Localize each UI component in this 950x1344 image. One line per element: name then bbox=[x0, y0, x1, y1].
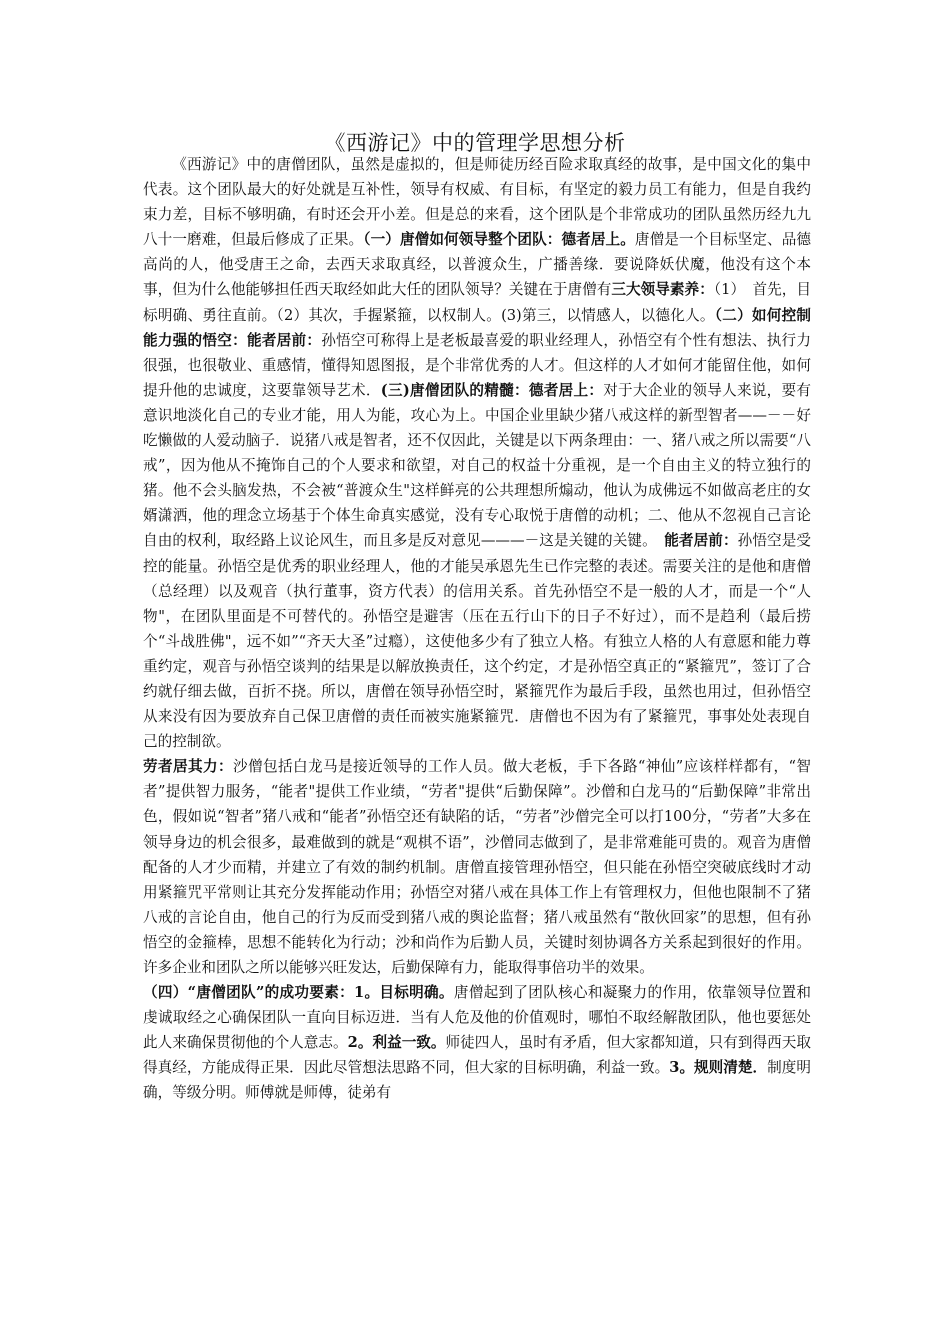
paragraph-text: 唐僧是一个目标坚定、品德高尚的人，他受唐王之命，去西天求取真经，以普渡众生，广播善缘．要说降妖伏魔，他没有这个本事，但为什么他能够担任西天取经如此大任的团队领导？关键在于唐僧有 bbox=[143, 231, 811, 299]
section-heading: 能者居前： bbox=[664, 532, 738, 550]
document-title: 《西游记》中的管理学思想分析 bbox=[324, 131, 626, 155]
paragraph-3 bbox=[143, 980, 811, 1105]
paragraph-text: 制度明确，等级分明。师傅就是师傅，徒弟有 bbox=[143, 1059, 811, 1102]
paragraph-2 bbox=[143, 754, 811, 980]
section-heading: 三大领导素养： bbox=[611, 281, 714, 299]
section-heading: 2。利益一致。 bbox=[347, 1034, 446, 1052]
paragraph-text: 孙悟空可称得上是老板最喜爱的职业经理人，孙悟空有个性有想法、执行力很强，也很敬业、重感情，懂得知恩图报，是个非常优秀的人才。但这样的人才如何才能留住他，如何提升他的忠诚度，这要靠领导艺术． bbox=[143, 331, 811, 399]
paragraph-1 bbox=[143, 152, 811, 754]
paragraph-text: （1） 首先，目标明确、勇往直前。（2）其次，手握紧箍，以权制人。(3)第三，以情感人，以德化人。 bbox=[143, 281, 811, 324]
paragraph-text: 沙僧包括白龙马是接近领导的工作人员。做大老板，手下各路“神仙”应该样样都有，“智者”提供智力服务，“能者"提供工作业绩，“劳者"提供“后勤保障”。沙僧和白龙马的“后勤保障”非常出色，假如说“智者”猪八戒和“能者”孙悟空还有缺陷的话，“劳者”沙僧完全可以打100分，“劳者”大多在领导身边的机会很多，最难做到的就是“观棋不语”，沙僧同志做到了，是非常难能可贵的。观音为唐僧配备的人才少而精，并建立了有效的制约机制。唐僧直接管理孙悟空，但只能在孙悟空突破底线时才动用紧箍咒平常则让其充分发挥能动作用；孙悟空对猪八戒在具体工作上有管理权力，但他也限制不了猪八戒的言论自由，他自己的行为反而受到猪八戒的舆论监督；猪八戒虽然有“散伙回家”的思想，但有孙悟空的金箍棒，思想不能转化为行动；沙和尚作为后勤人员，关键时刻协调各方关系起到很好的作用。许多企业和团队之所以能够兴旺发达，后勤保障有力，能取得事倍功半的效果。 bbox=[143, 758, 811, 976]
section-heading: （一）唐僧如何领导整个团队：德者居上。 bbox=[363, 231, 635, 249]
paragraph-text: 唐僧起到了团队核心和凝聚力的作用，依靠领导位置和虔诚取经之心确保团队一直向目标迈进．当有人危及他的价值观时，哪怕不取经解散团队，他也要惩处此人来确保贯彻他的个人意志。 bbox=[143, 984, 811, 1052]
section-heading: 3。规则清楚． bbox=[669, 1059, 768, 1077]
paragraph-text: 孙悟空是受控的能量。孙悟空是优秀的职业经理人，他的才能吴承恩先生已作完整的表述。需要关注的是他和唐僧（总经理）以及观音（执行董事，资方代表）的信用关系。首先孙悟空不是一般的人才，而是一个“人物"，在团队里面是不可替代的。孙悟空是避害（压在五行山下的日子不好过），而不是趋利（最后捞个“斗战胜佛"，远不如”“齐天大圣”过瘾），这使他多少有了独立人格。有独立人格的人有意愿和能力尊重约定，观音与孙悟空谈判的结果是以解放换责任，这个约定，才是孙悟空真正的“紧箍咒”，签订了合约就仔细去做，百折不挠。所以，唐僧在领导孙悟空时，紧箍咒作为最后手段，虽然也用过，但孙悟空从来没有因为要放弃自己保卫唐僧的责任而被实施紧箍咒．唐僧也不因为有了紧箍咒，事事处处表现自己的控制欲。 bbox=[143, 532, 811, 751]
paragraph-text: 师徒四人，虽时有矛盾，但大家都知道，只有到得西天取得真经，方能成得正果．因此尽管想法思路不同，但大家的目标明确，利益一致。 bbox=[143, 1034, 811, 1077]
section-heading: (三)唐僧团队的精髓：德者居上： bbox=[380, 381, 604, 399]
paragraph-text: 《西游记》中的唐僧团队，虽然是虚拟的，但是师徒历经百险求取真经的故事，是中国文化的集中代表。这个团队最大的好处就是互补性，领导有权威、有目标，有坚定的毅力员工有能力，但是自我约束力差，目标不够明确，有时还会开小差。但是总的来看，这个团队是个非常成功的团队虽然历经九九八十一磨难，但最后修成了正果。 bbox=[143, 156, 811, 249]
section-heading: （二）如何控制能力强的悟空：能者居前： bbox=[143, 306, 811, 349]
document-body bbox=[143, 152, 811, 1106]
section-heading: （四）“唐僧团队”的成功要素：1。目标明确。 bbox=[143, 984, 454, 1002]
paragraph-text: 对于大企业的领导人来说，要有意识地淡化自己的专业才能，用人为能，攻心为上。中国企业里缺少猪八戒这样的新型智者——－－好吃懒做的人爱动脑子．说猪八戒是智者，还不仅因此，关键是以下两条理由：一、猪八戒之所以需要“八戒”，因为他从不掩饰自己的个人要求和欲望，对自己的权益十分重视，是一个自由主义的特立独行的猪。他不会头脑发热，不会被“普渡众生"这样鲜亮的公共理想所煽动，他认为成佛远不如做高老庄的女婿潇洒，他的理念立场基于个体生命真实感觉，没有专心取悦于唐僧的动机；二、他从不忽视自己言论自由的权利，取经路上议论风生，而且多是反对意见———－这是关键的关键。 bbox=[143, 381, 811, 550]
section-heading: 劳者居其力： bbox=[143, 758, 233, 776]
